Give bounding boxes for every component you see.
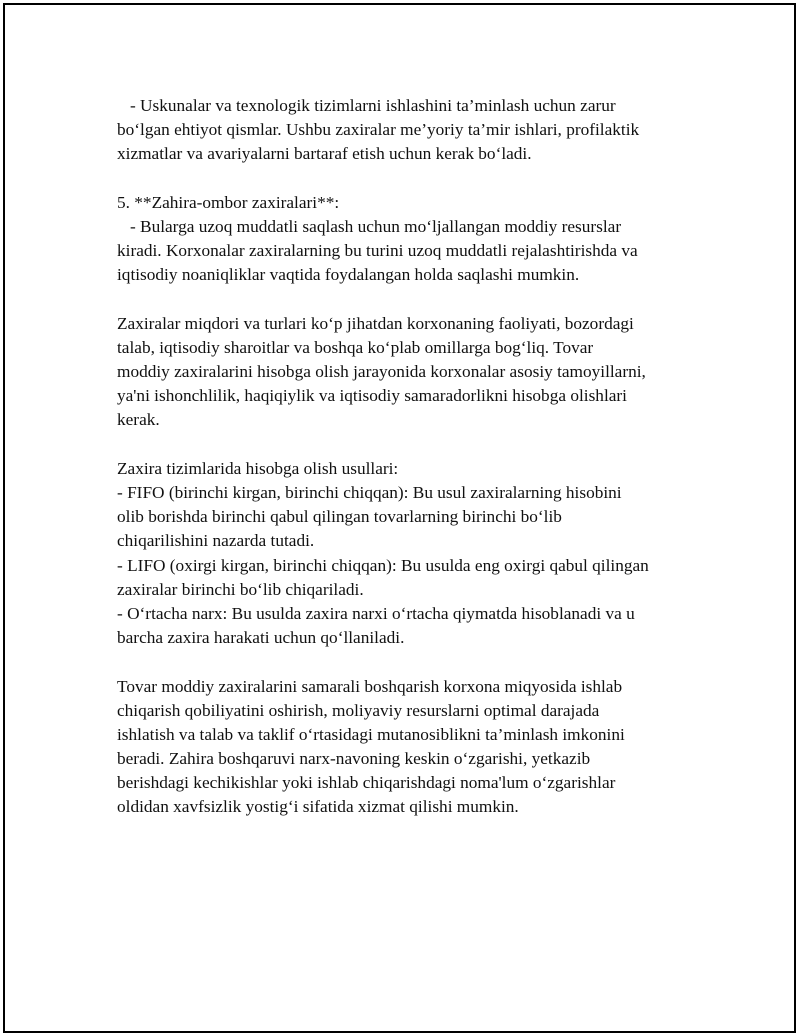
- text-line: berishdagi kechikishlar yoki ishlab chiqarishdagi noma'lum o‘zgarishlar: [117, 773, 616, 793]
- text-line: beradi. Zahira boshqaruvi narx-navoning keskin o‘zgarishi, yetkazib: [117, 749, 591, 769]
- text-line: ya'ni ishonchlilik, haqiqiylik va iqtisodiy samaradorlikni hisobga olishlari: [117, 386, 627, 406]
- text-line: moddiy zaxiralarini hisobga olish jarayonida korxonalar asosiy tamoyillarni,: [117, 362, 646, 382]
- list-heading: Zaxira tizimlarida hisobga olish usullari:: [117, 458, 399, 478]
- spare-parts-description: [117, 94, 697, 167]
- text-line: oldidan xavfsizlik yostig‘i sifatida xizmat qilishi mumkin.: [117, 797, 519, 817]
- text-line: - Bularga uzoq muddatli saqlash uchun mo‘ljallangan moddiy resurslar: [117, 216, 622, 236]
- accounting-methods-list: [117, 457, 697, 651]
- text-line: kiradi. Korxonalar zaxiralarning bu turini uzoq muddatli rejalashtirishda va: [117, 241, 638, 261]
- paragraph-gap: [117, 433, 697, 457]
- document-body: [117, 94, 697, 820]
- paragraph-gap: [117, 288, 697, 312]
- text-line: bo‘lgan ehtiyot qismlar. Ushbu zaxiralar me’yoriy ta’mir ishlari, profilaktik: [117, 120, 640, 140]
- paragraph-gap: [117, 167, 697, 191]
- text-line: chiqarilishini nazarda tutadi.: [117, 531, 315, 551]
- paragraph-gap: [117, 650, 697, 674]
- text-line: barcha zaxira harakati uchun qo‘llaniladi.: [117, 628, 405, 648]
- list-item-fifo: - FIFO (birinchi kirgan, birinchi chiqqan): Bu usul zaxiralarning hisobini: [117, 483, 622, 502]
- text-line: zaxiralar birinchi bo‘lib chiqariladi.: [117, 579, 364, 599]
- text-line: iqtisodiy noaniqliklar vaqtida foydalangan holda saqlashi mumkin.: [117, 265, 580, 285]
- text-line: chiqarish qobiliyatini oshirish, moliyaviy resurslarni optimal darajada: [117, 700, 600, 720]
- list-item-heading: 5. **Zahira-ombor zaxiralari**:: [117, 192, 340, 212]
- text-line: Tovar moddiy zaxiralarini samarali boshqarish korxona miqyosida ishlab: [117, 676, 623, 696]
- text-line: Zaxiralar miqdori va turlari ko‘p jihatdan korxonaning faoliyati, bozordagi: [117, 313, 634, 333]
- reserve-stock-item: [117, 191, 697, 288]
- list-item-average-cost: - O‘rtacha narx: Bu usulda zaxira narxi o‘rtacha qiymatda hisoblanadi va u: [117, 603, 635, 623]
- text-line: kerak.: [117, 410, 160, 430]
- text-line: talab, iqtisodiy sharoitlar va boshqa ko‘plab omillarga bog‘liq. Tovar: [117, 337, 594, 357]
- management-conclusion-paragraph: [117, 675, 697, 820]
- inventory-factors-paragraph: [117, 312, 697, 433]
- list-item-lifo: - LIFO (oxirgi kirgan, birinchi chiqqan): Bu usulda eng oxirgi qabul qilingan: [117, 555, 649, 575]
- text-line: - Uskunalar va texnologik tizimlarni ishlashini ta’minlash uchun zarur: [117, 96, 616, 115]
- text-line: xizmatlar va avariyalarni bartaraf etish uchun kerak bo‘ladi.: [117, 144, 532, 164]
- text-line: ishlatish va talab va taklif o‘rtasidagi mutanosiblikni ta’minlash imkonini: [117, 724, 625, 744]
- text-line: olib borishda birinchi qabul qilingan tovarlarning birinchi bo‘lib: [117, 507, 562, 527]
